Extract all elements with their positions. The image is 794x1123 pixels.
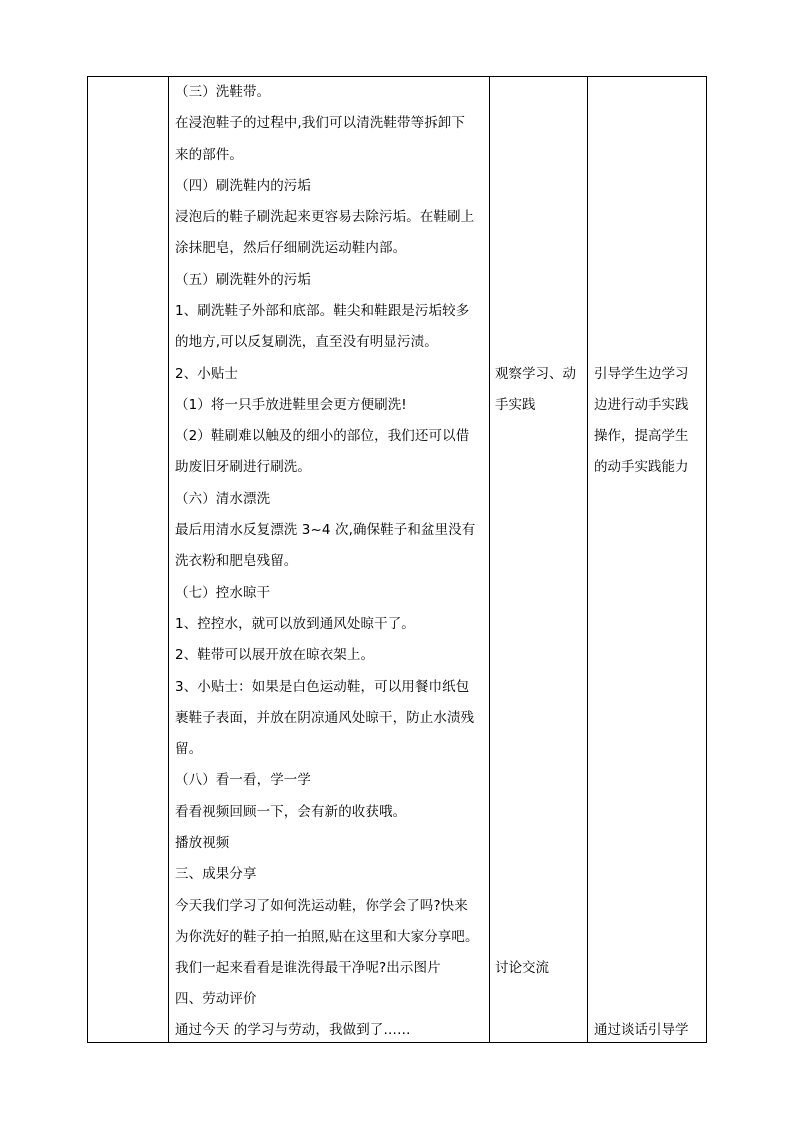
content-line: （七）控水晾干	[175, 585, 271, 601]
content-line: 2、鞋带可以展开放在晾衣架上。	[175, 647, 375, 663]
content-line: 三、成果分享	[175, 866, 257, 882]
activity-text: 观察学习、动	[495, 366, 576, 382]
content-line: （四）刷洗鞋内的污垢	[175, 178, 311, 194]
activity-text: 手实践	[495, 397, 536, 413]
purpose-text: 通过谈话引导学	[594, 1022, 689, 1038]
purpose-text: 操作，提高学生	[594, 428, 689, 444]
content-line: 我们一起来看看是谁洗得最干净呢?出示图片	[175, 960, 441, 976]
content-line: 洗衣粉和肥皂残留。	[175, 553, 298, 569]
content-line: 裹鞋子表面，并放在阴凉通风处晾干，防止水渍残	[175, 710, 475, 726]
content-line: 浸泡后的鞋子刷洗起来更容易去除污垢。在鞋刷上	[175, 209, 475, 225]
content-line: 的地方,可以反复刷洗，直至没有明显污渍。	[175, 334, 438, 350]
content-line: 3、小贴士：如果是白色运动鞋，可以用餐巾纸包	[175, 679, 470, 695]
content-line: 涂抹肥皂，然后仔细刷洗运动鞋内部。	[175, 240, 407, 256]
activity-text: 讨论交流	[495, 960, 549, 976]
content-line: 1、刷洗鞋子外部和底部。鞋尖和鞋跟是污垢较多	[175, 303, 470, 319]
content-line: （八）看一看，学一学	[175, 772, 311, 788]
content-line: （五）刷洗鞋外的污垢	[175, 272, 311, 288]
content-line: 2、小贴士	[175, 366, 239, 382]
purpose-text: 的动手实践能力	[594, 459, 689, 475]
content-line: 四、劳动评价	[175, 991, 257, 1007]
content-line: 助废旧牙刷进行刷洗。	[175, 459, 311, 475]
content-line: （六）清水漂洗	[175, 491, 271, 507]
content-line: 1、控控水，就可以放到通风处晾干了。	[175, 616, 415, 632]
purpose-text: 边进行动手实践	[594, 397, 689, 413]
column-divider	[168, 77, 169, 1042]
content-line: 在浸泡鞋子的过程中,我们可以清洗鞋带等拆卸下	[175, 115, 465, 131]
lesson-table	[87, 76, 707, 1043]
content-line: 看看视频回顾一下，会有新的收获哦。	[175, 804, 407, 820]
content-line: （1）将一只手放进鞋里会更方便刷洗!	[175, 397, 407, 413]
content-line: （2）鞋刷难以触及的细小的部位，我们还可以借	[175, 428, 470, 444]
column-divider	[489, 77, 490, 1042]
content-line: 今天我们学习了如何洗运动鞋，你学会了吗?快来	[175, 898, 468, 914]
content-line: 来的部件。	[175, 147, 243, 163]
content-line: 播放视频	[175, 835, 230, 851]
content-line: 通过今天 的学习与劳动，我做到了……	[175, 1022, 411, 1038]
content-line: 为你洗好的鞋子拍一拍照,贴在这里和大家分享吧。	[175, 929, 479, 945]
content-line: 最后用清水反复漂洗 3~4 次,确保鞋子和盆里没有	[175, 522, 476, 538]
content-line: 留。	[175, 741, 203, 757]
content-line: （三）洗鞋带。	[175, 84, 271, 100]
column-divider	[587, 77, 588, 1042]
purpose-text: 引导学生边学习	[594, 366, 689, 382]
